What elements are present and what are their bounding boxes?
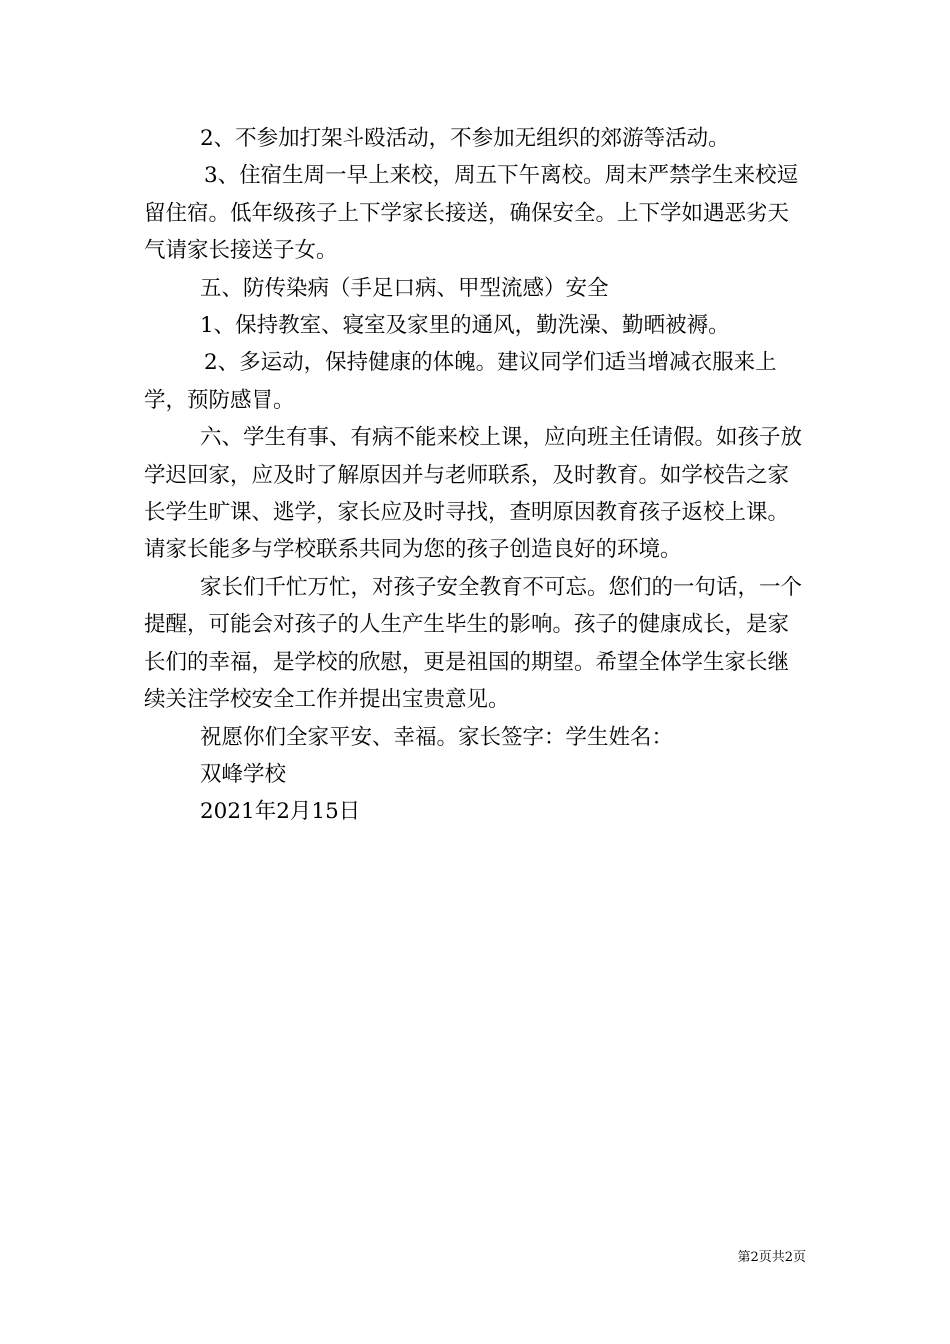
- paragraph-item-2: 2、不参加打架斗殴活动，不参加无组织的郊游等活动。: [200, 126, 730, 151]
- closing-paragraph: 家长们千忙万忙，对孩子安全教育不可忘。您们的一句话，一个提醒，可能会对孩子的人生产生毕生的影响。孩子的健康成长，是家长们的幸福，是学校的欣慰，更是祖国的期望。希望全体学生家长继续关注学校安全工作并提出宝贵意见。: [144, 574, 803, 713]
- document-date: 2021年2月15日: [200, 799, 361, 825]
- document-body: [144, 120, 806, 831]
- paragraph-item-2b: 2、多运动，保持健康的体魄。建议同学们适当增减衣服来上学，预防感冒。: [144, 350, 777, 413]
- page-number: 第2页共2页: [737, 1250, 806, 1265]
- paragraph-item-1: 1、保持教室、寝室及家里的通风，勤洗澡、勤晒被褥。: [200, 313, 730, 339]
- section-heading-5: 五、防传染病（手足口病、甲型流感）安全: [200, 275, 609, 301]
- school-name: 双峰学校: [200, 761, 287, 787]
- paragraph-item-3: 3、住宿生周一早上来校，周五下午离校。周末严禁学生来校逗留住宿。低年级孩子上下学家长接送，确保安全。上下学如遇恶劣天气请家长接送子女。: [144, 163, 799, 264]
- section-paragraph-6: 六、学生有事、有病不能来校上课，应向班主任请假。如孩子放学迟回家，应及时了解原因并与老师联系，及时教育。如学校告之家长学生旷课、逃学，家长应及时寻找，查明原因教育孩子返校上课。请家长能多与学校联系共同为您的孩子创造良好的环境。: [144, 425, 803, 563]
- signature-line: 祝愿你们全家平安、幸福。家长签字：学生姓名：: [200, 724, 674, 750]
